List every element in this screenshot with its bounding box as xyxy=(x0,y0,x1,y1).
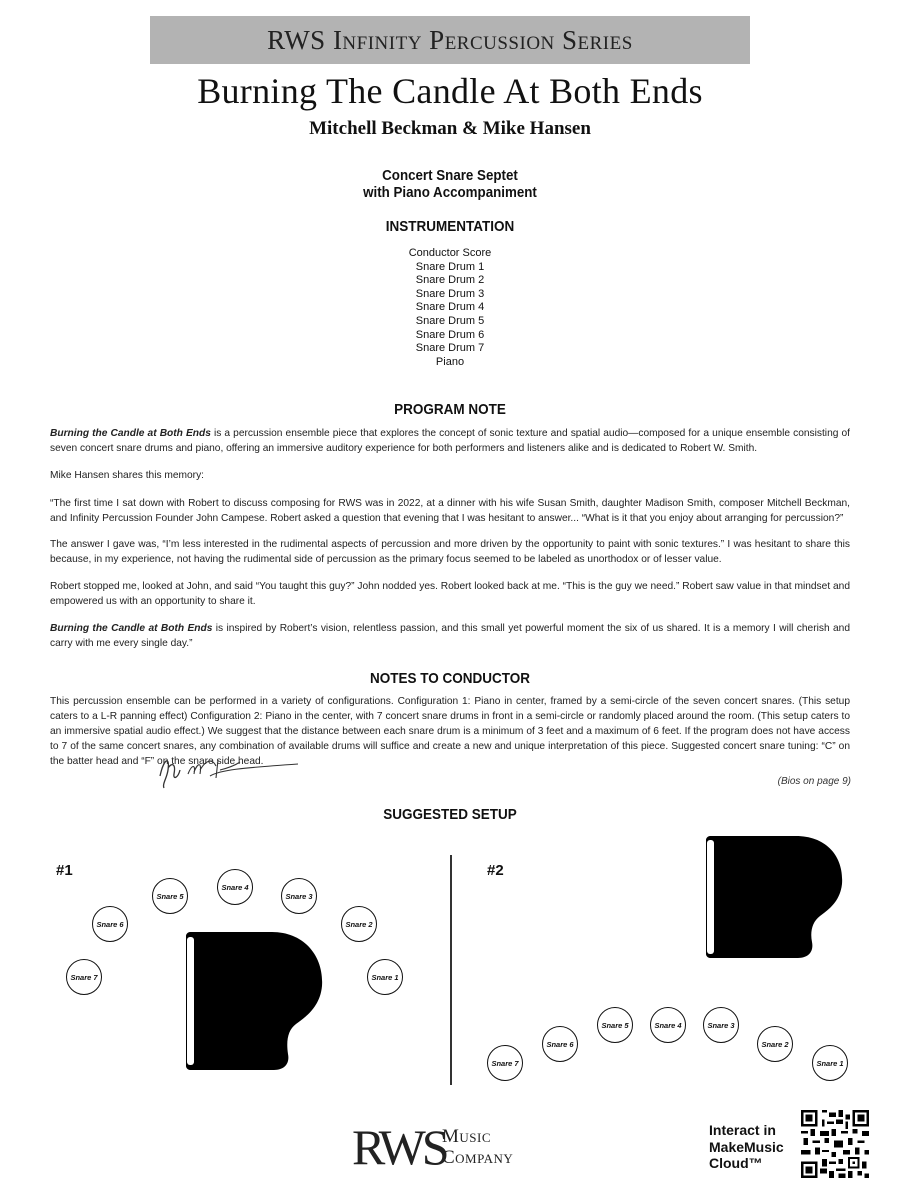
suggested-setup-heading: SUGGESTED SETUP xyxy=(383,806,517,823)
instrument-item: Snare Drum 2 xyxy=(415,274,485,287)
program-note-paragraph-1: Burning the Candle at Both Ends is a percussion ensemble piece that explores the concept of sonic texture and spatial audio—composed for a unique ensemble consisting of seven concert snare drums and piano, offering an immersive auditory experience for both performers and listeners alike and is dedicated to Robert W. Smith. xyxy=(50,428,850,454)
program-note-paragraph-2: Mike Hansen shares this memory: xyxy=(50,470,204,481)
makemusic-cloud-caption xyxy=(709,1122,784,1172)
snare-1-drum: Snare 1 xyxy=(367,959,403,995)
snare-6-drum: Snare 6 xyxy=(542,1026,578,1062)
snare-5-drum: Snare 5 xyxy=(152,878,188,914)
config-1-label: #1 xyxy=(56,862,73,879)
piece-title-inline: Burning the Candle at Both Ends xyxy=(50,623,213,634)
instrument-item: Snare Drum 5 xyxy=(415,314,485,327)
instrument-item: Snare Drum 7 xyxy=(415,342,485,355)
snare-6-drum: Snare 6 xyxy=(92,906,128,942)
program-note-paragraph-3: “The first time I sat down with Robert to discuss composing for RWS was in 2022, at a dinner with his wife Susan Smith, daughter Madison Smith, composer Mitchell Beckman, and Infinity Percussion Founder John Campese. Robert asked a question that evening that I was hesitant to answer... “What is it that you enjoy about arranging for percussion?” xyxy=(50,498,850,524)
program-note-paragraph-4: The answer I gave was, “I’m less interested in the rudimental aspects of percussion and more driven by the opportunity to paint with sonic textures.” I was hesitant to share this because, in my experience, not having the rudimental side of percussion as the primary focus seemed to be labeled as unorthodox or of lesser value. xyxy=(50,539,850,565)
composer-credit: Mitchell Beckman & Mike Hansen xyxy=(309,118,591,139)
program-note-paragraph-5: Robert stopped me, looked at John, and said “You taught this guy?” John nodded yes. Robert looked back at me. “This is the guy we need.” Robert saw value in that mindset and empowered us with an opportunity to share it. xyxy=(50,581,850,607)
snare-3-drum: Snare 3 xyxy=(703,1007,739,1043)
snare-7-drum: Snare 7 xyxy=(66,959,102,995)
piano-icon xyxy=(184,928,326,1074)
instrument-item: Snare Drum 4 xyxy=(415,301,485,314)
interact-line-3: Cloud™ xyxy=(709,1155,763,1171)
interact-line-2: MakeMusic xyxy=(709,1138,784,1155)
instrument-item: Snare Drum 1 xyxy=(415,260,485,273)
ensemble-description xyxy=(36,168,864,202)
snare-2-drum: Snare 2 xyxy=(341,906,377,942)
series-title: RWS Infinity Percussion Series xyxy=(267,24,633,55)
company-name-line-2: Company xyxy=(442,1147,514,1168)
program-note-paragraph-6: Burning the Candle at Both Ends is inspired by Robert’s vision, relentless passion, and this small yet powerful moment the six of us shared. It is a memory I will cherish and carry with me every single day.” xyxy=(50,623,850,649)
rws-logo-letters: RWS xyxy=(352,1119,446,1172)
composer-signatures xyxy=(150,748,300,792)
piece-title-inline: Burning the Candle at Both Ends xyxy=(50,428,211,439)
notes-to-conductor-text: This percussion ensemble can be performed in a variety of configurations. Configuration 1: Piano in center, framed by a semi-circle of the seven concert snares. (This setup caters to a L-R panning effect) Configuration 2: Piano in the center, with 7 concert snare drums in front in a semi-circle or randomly placed around the room. (This setup caters to an immersive spatial audio effect.) We suggest that the distance between each snare drum is a minimum of 3 feet and a maximum of 6 feet. If the program does not have access to 7 of the same concert snares, any combination of available drums will suffice and create a new and unique interpretation of this piece. Suggested concert snare tuning: “C” on the batter head and “F” on the snare side head. xyxy=(50,696,850,767)
notes-to-conductor-heading: NOTES TO CONDUCTOR xyxy=(369,670,531,687)
interact-line-1: Interact in xyxy=(709,1122,776,1138)
company-name-line-1: Music xyxy=(442,1126,492,1147)
company-name xyxy=(442,1126,513,1168)
snare-3-drum: Snare 3 xyxy=(281,878,317,914)
snare-4-drum: Snare 4 xyxy=(650,1007,686,1043)
snare-5-drum: Snare 5 xyxy=(597,1007,633,1043)
program-note-heading: PROGRAM NOTE xyxy=(394,401,506,418)
setup-divider xyxy=(450,855,452,1085)
subtitle-line-1: Concert Snare Septet xyxy=(382,168,518,184)
instrument-item: Snare Drum 6 xyxy=(415,328,485,341)
snare-2-drum: Snare 2 xyxy=(757,1026,793,1062)
subtitle-line-2: with Piano Accompaniment xyxy=(363,185,537,201)
instrument-item: Snare Drum 3 xyxy=(415,287,485,300)
instrument-item: Conductor Score xyxy=(408,247,492,259)
piano-icon xyxy=(704,832,846,960)
instrumentation-heading: INSTRUMENTATION xyxy=(385,218,515,235)
config-2-label: #2 xyxy=(487,862,504,879)
bios-reference: (Bios on page 9) xyxy=(777,776,851,787)
instrument-item: Piano xyxy=(435,355,465,368)
series-banner xyxy=(150,16,750,64)
instrumentation-list xyxy=(0,247,900,369)
snare-1-drum: Snare 1 xyxy=(812,1045,848,1081)
piece-title: Burning The Candle At Both Ends xyxy=(197,71,703,111)
snare-4-drum: Snare 4 xyxy=(217,869,253,905)
qr-code-icon[interactable] xyxy=(801,1110,869,1178)
snare-7-drum: Snare 7 xyxy=(487,1045,523,1081)
